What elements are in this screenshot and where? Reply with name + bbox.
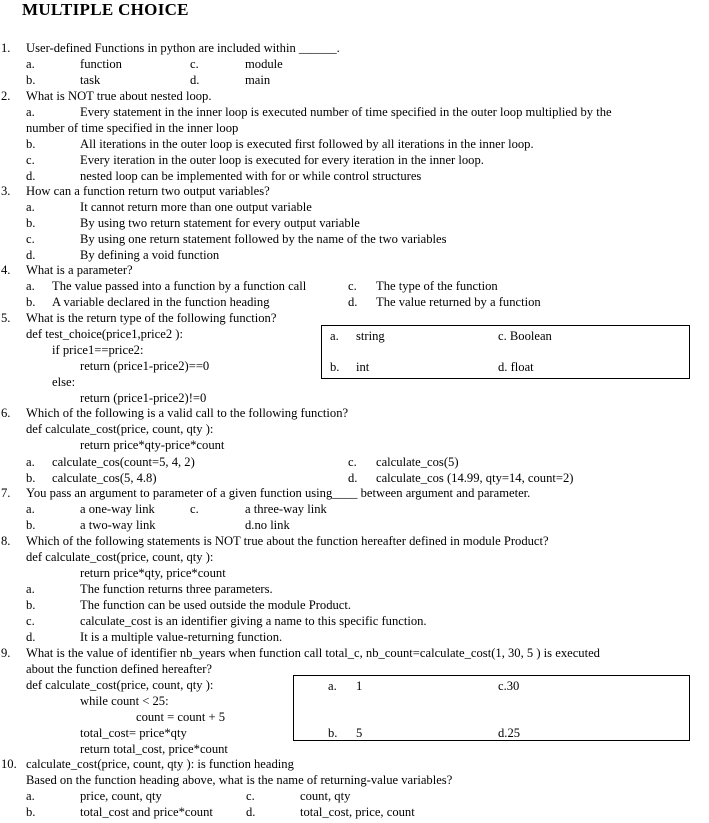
code-line: return total_cost, price*count [80,742,228,756]
option-c: count, qty [300,789,351,803]
question-text-continued: about the function defined hereafter? [26,662,213,676]
question-text: What is a parameter? [26,263,133,277]
option-a: The value passed into a function by a function call [52,279,307,293]
option-letter: a. [26,455,35,469]
code-line: else: [52,375,76,389]
option-letter: b. [26,598,36,612]
option-letter: b. [26,216,36,230]
question-number: 5. [1,311,11,325]
option-c: module [245,57,283,71]
option-letter: c. [190,57,199,71]
code-line: total_cost= price*qty [80,726,187,740]
option-letter: b. [330,360,340,374]
question-text: Which of the following is a valid call to the following function? [26,406,349,420]
question-text: What is NOT true about nested loop. [26,89,212,103]
option-d: d.25 [498,726,521,740]
option-d: nested loop can be implemented with for or while control structures [80,169,422,183]
question-text: Which of the following statements is NOT true about the function hereafter defined in module Product? [26,534,549,548]
option-b: task [80,73,101,87]
option-letter: d. [26,630,36,644]
question-text: What is the return type of the following function? [26,311,277,325]
option-b: int [356,360,370,374]
code-line: def calculate_cost(price, count, qty ): [26,550,214,564]
option-b: calculate_cos(5, 4.8) [52,471,157,485]
question-number: 9. [1,646,11,660]
option-letter: a. [26,502,35,516]
option-b: All iterations in the outer loop is executed first followed by all iterations in the inner loop. [80,137,534,151]
option-b: By using two return statement for every output variable [80,216,360,230]
option-a: 1 [356,679,363,693]
option-letter: b. [26,518,36,532]
code-line: if price1==price2: [52,343,144,357]
option-a: string [356,329,385,343]
option-letter: b. [26,805,36,819]
page-heading: MULTIPLE CHOICE [22,0,189,19]
option-b: total_cost and price*count [80,805,213,819]
option-letter: a. [328,679,337,693]
option-c: calculate_cost is an identifier giving a name to this specific function. [80,614,427,628]
option-d: d.no link [245,518,290,532]
option-d: d. float [498,360,534,374]
code-line: return (price1-price2)==0 [80,359,210,373]
code-line: def test_choice(price1,price2 ): [26,327,183,341]
option-letter: a. [26,789,35,803]
question-number: 1. [1,41,11,55]
option-d: By defining a void function [80,248,220,262]
option-a: calculate_cos(count=5, 4, 2) [52,455,195,469]
option-letter: d. [190,73,200,87]
question-text: What is the value of identifier nb_years when function call total_c, nb_count=calculate_cost(1, 30, 5 ) is executed [26,646,600,660]
question-number: 8. [1,534,11,548]
code-line: return price*qty-price*count [80,438,225,452]
option-letter: d. [348,295,358,309]
question-text: User-defined Functions in python are included within ______. [26,41,340,55]
option-letter: d. [26,169,36,183]
option-a: function [80,57,122,71]
option-letter: b. [328,726,338,740]
option-letter: b. [26,73,36,87]
code-line: count = count + 5 [136,710,226,724]
option-a: It cannot return more than one output variable [80,200,312,214]
option-c: The type of the function [376,279,498,293]
option-letter: c. [26,614,35,628]
option-c: By using one return statement followed by the name of the two variables [80,232,447,246]
option-letter: d. [348,471,358,485]
option-a: price, count, qty [80,789,162,803]
option-d: total_cost, price, count [300,805,415,819]
option-a: Every statement in the inner loop is executed number of time specified in the outer loop multiplied by the [80,105,612,119]
option-d: It is a multiple value-returning function. [80,630,283,644]
option-a-continued: number of time specified in the inner loop [26,121,239,135]
question-number: 7. [1,486,11,500]
option-b: 5 [356,726,363,740]
question-text-continued: Based on the function heading above, what is the name of returning-value variables? [26,773,453,787]
code-line: while count < 25: [80,694,169,708]
question-text: How can a function return two output variables? [26,184,270,198]
option-letter: c. [26,232,35,246]
option-letter: b. [26,295,36,309]
question-text: You pass an argument to parameter of a given function using____ between argument and parameter. [26,486,531,500]
option-letter: a. [26,582,35,596]
question-number: 4. [1,263,11,277]
option-letter: a. [26,57,35,71]
answer-box [293,675,690,741]
option-letter: c. [190,502,199,516]
option-c: calculate_cos(5) [376,455,459,469]
question-number: 6. [1,406,11,420]
code-line: def calculate_cost(price, count, qty ): [26,678,214,692]
option-letter: c. [348,455,357,469]
option-letter: a. [26,105,35,119]
option-d: The value returned by a function [376,295,541,309]
option-letter: a. [26,200,35,214]
option-b: The function can be used outside the module Product. [80,598,352,612]
option-c: c. Boolean [498,329,552,343]
option-c: Every iteration in the outer loop is executed for every iteration in the inner loop. [80,153,484,167]
option-letter: c. [246,789,255,803]
question-number: 10. [1,757,17,771]
question-text: calculate_cost(price, count, qty ): is function heading [26,757,294,771]
option-letter: c. [26,153,35,167]
option-c: a three-way link [245,502,327,516]
question-number: 2. [1,89,11,103]
code-line: def calculate_cost(price, count, qty ): [26,422,214,436]
option-letter: d. [26,248,36,262]
option-b: A variable declared in the function heading [52,295,270,309]
option-letter: a. [26,279,35,293]
option-d: main [245,73,271,87]
option-letter: d. [246,805,256,819]
option-letter: b. [26,137,36,151]
option-a: a one-way link [80,502,155,516]
option-letter: b. [26,471,36,485]
code-line: return (price1-price2)!=0 [80,391,207,405]
code-line: return price*qty, price*count [80,566,226,580]
option-a: The function returns three parameters. [80,582,273,596]
option-c: c.30 [498,679,520,693]
option-d: calculate_cos (14.99, qty=14, count=2) [376,471,574,485]
option-letter: a. [330,329,339,343]
option-b: a two-way link [80,518,156,532]
question-number: 3. [1,184,11,198]
option-letter: c. [348,279,357,293]
